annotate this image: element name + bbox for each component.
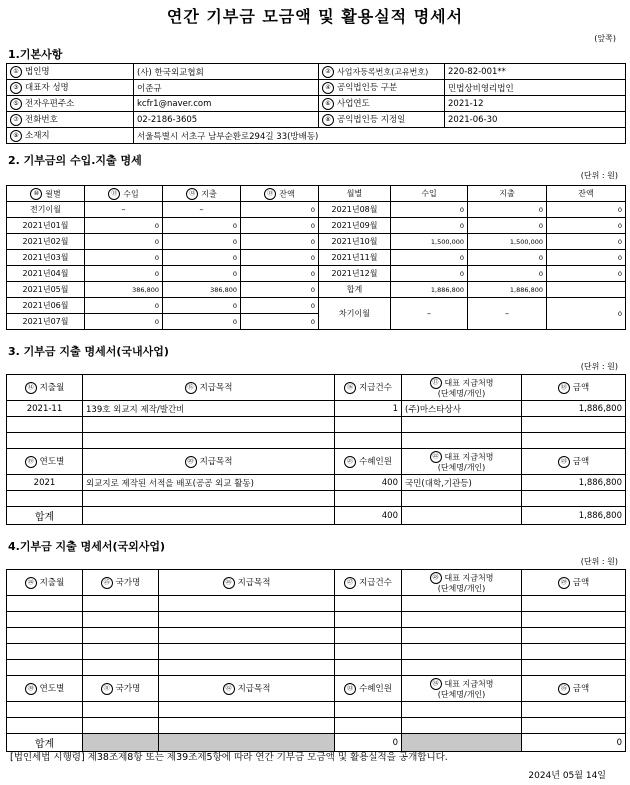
domestic-header-row: ⑲ 연도별 ⑳ 지급목적 ㉑ 수혜인원 ㉒ 대표 지급처명 (단체명/개인) ㉓ 금액: [7, 449, 626, 475]
section2-heading: 2. 기부금의 수입.지출 명세: [8, 154, 142, 167]
page-indicator: (앞쪽): [594, 34, 616, 43]
section1-heading: 1.기본사항: [8, 48, 63, 61]
section3-heading: 3. 기부금 지출 명세서(국내사업): [8, 345, 169, 358]
issue-date: 2024년 05월 14일: [528, 771, 606, 781]
overseas-row: [7, 660, 626, 676]
domestic-row: 2021-11 139호 외교지 제작/발간비 1 (주)마스타상사 1,886,800: [7, 401, 626, 417]
overseas-row: [7, 702, 626, 718]
basic-info-table: [6, 63, 626, 144]
overseas-row: [7, 718, 626, 734]
section4-heading: 4.기부금 지출 명세서(국외사업): [8, 540, 166, 553]
income-row: 2021년02월 0 0 0 2021년10월 1,500,000 1,500,000 0: [7, 234, 626, 250]
domestic-row: 2021 외교지로 제작된 서적을 배포(공공 외교 활동) 400 국민(대학,기관등) 1,886,800: [7, 475, 626, 491]
domestic-row: [7, 417, 626, 433]
address-row: ⑨ 소재지 서울특별시 서초구 남부순환로294길 33(방배동): [7, 128, 626, 144]
unit-label: (단위 : 원): [580, 557, 618, 566]
overseas-expense-table: [6, 569, 626, 752]
overseas-header-row: ㉚ 연도별 ㉛ 국가명 ㉜ 지급목적 ㉝ 수혜인원 ㉞ 대표 지급처명 (단체명/개인) ㉟ 금액: [7, 676, 626, 702]
document-title: 연간 기부금 모금액 및 활용실적 명세서: [166, 7, 464, 26]
overseas-row: [7, 612, 626, 628]
unit-label: (단위 : 원): [580, 171, 618, 180]
income-header-row: ⑩ 월별 ⑪ 수입 ⑫ 지출 ⑬ 잔액 월별 수입 지출 잔액: [7, 186, 626, 202]
basic-row: ⑤ 전자우편주소 kcfr1@naver.com ⑥ 사업연도 2021-12: [7, 96, 626, 112]
domestic-header-row: ⑭ 지출월 ⑮ 지급목적 ⑯ 지급건수 ⑰ 대표 지급처명 (단체명/개인) ⑱ 금액: [7, 375, 626, 401]
basic-row: ③ 대표자 성명 이준규 ④ 공익법인등 구분 민법상비영리법인: [7, 80, 626, 96]
basic-row: ⑦ 전화번호 02-2186-3605 ⑧ 공익법인등 지정일 2021-06-30: [7, 112, 626, 128]
income-row: 2021년01월 0 0 0 2021년09월 0 0 0: [7, 218, 626, 234]
income-expense-table: [6, 185, 626, 330]
overseas-row: [7, 644, 626, 660]
income-row: 2021년03월 0 0 0 2021년11월 0 0 0: [7, 250, 626, 266]
domestic-total-row: 합계 400 1,886,800: [7, 507, 626, 525]
income-row: 2021년05월 386,800 386,800 0 합계 1,886,800 1,886,800: [7, 282, 626, 298]
income-row: 전기이월 – – 0 2021년08월 0 0 0: [7, 202, 626, 218]
income-row: 2021년06월 0 0 0 차기이월 – – 0: [7, 298, 626, 314]
domestic-row: [7, 433, 626, 449]
income-row: 2021년04월 0 0 0 2021년12월 0 0 0: [7, 266, 626, 282]
overseas-header-row: ㉔ 지출월 ㉕ 국가명 ㉖ 지급목적 ㉗ 지급건수 ㉘ 대표 지급처명 (단체명/개인) ㉙ 금액: [7, 570, 626, 596]
basic-row: ① 법인명 (사) 한국외교협회 ② 사업자등록번호(고유번호) 220-82-001**: [7, 64, 626, 80]
overseas-row: [7, 596, 626, 612]
domestic-row: [7, 491, 626, 507]
legal-notice: [법인세법 시행령] 제38조제8항 또는 제39조제5항에 따라 연간 기부금 모금액 및 활용실적을 공개합니다.: [10, 752, 448, 763]
domestic-expense-table: [6, 374, 626, 525]
overseas-total-row: 합계 0 0: [7, 734, 626, 752]
overseas-row: [7, 628, 626, 644]
income-row: 2021년07월 0 0 0: [7, 314, 626, 330]
unit-label: (단위 : 원): [580, 362, 618, 371]
